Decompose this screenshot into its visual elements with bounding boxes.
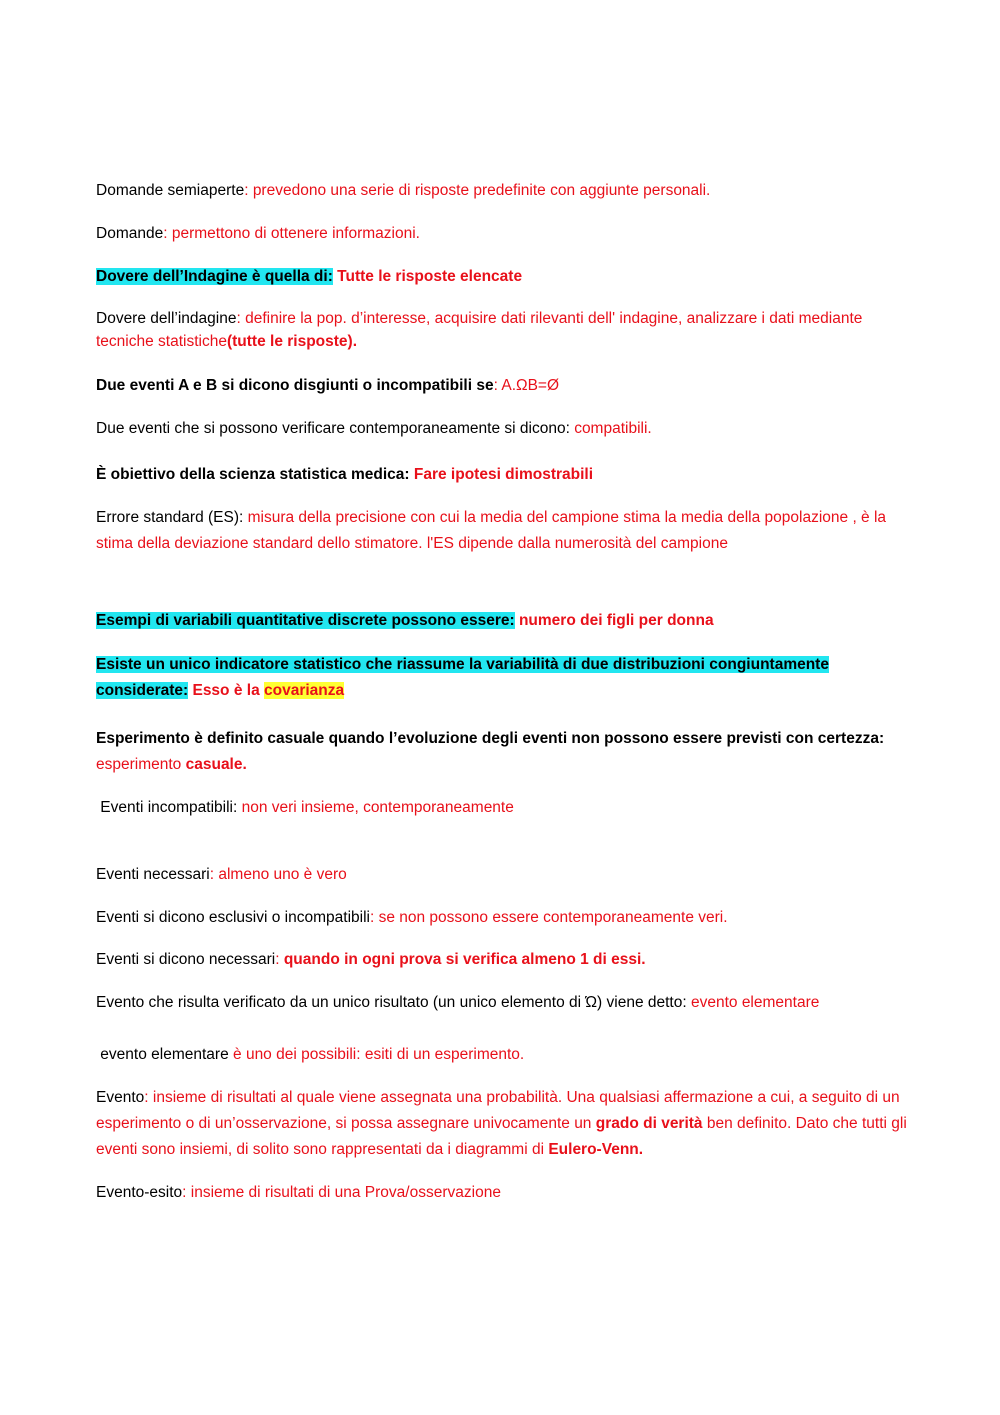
entry-dovere-indagine-quella bbox=[96, 264, 916, 290]
entry-obiettivo bbox=[96, 462, 916, 488]
answer: evento elementare bbox=[690, 994, 820, 1011]
entry-variabili-discrete bbox=[96, 608, 916, 634]
entry-esperimento-casuale bbox=[96, 726, 926, 778]
question: Due eventi che si possono verificare contemporaneamente si dicono: bbox=[96, 420, 575, 437]
answer: misura della precisione con cui la media del campione stima la media della popolazione , è la stima della deviazione standard dello stimatore. l'ES dipende dalla numerosità del campione bbox=[96, 509, 887, 552]
term: Eventi necessari bbox=[96, 866, 210, 883]
answer: ben definito. Dato che tutti gli eventi sono insiemi, di solito sono rappresentati da i diagrammi di bbox=[96, 1115, 907, 1158]
entry-eventi-si-dicono-necessari bbox=[96, 947, 916, 973]
answer: Fare ipotesi dimostrabili bbox=[413, 466, 594, 483]
entry-domande-semiaperte bbox=[96, 178, 916, 204]
question: È obiettivo della scienza statistica medica: bbox=[96, 466, 414, 483]
term: Eventi si dicono esclusivi o incompatibili bbox=[96, 909, 370, 926]
answer: non veri insieme, contemporaneamente bbox=[241, 799, 514, 816]
entry-eventi-esclusivi bbox=[96, 905, 916, 931]
answer: : A.ΩB=Ø bbox=[493, 377, 560, 394]
term: Dovere dell’indagine bbox=[96, 310, 237, 327]
question: Esperimento è definito casuale quando l’evoluzione degli eventi non possono essere previsti con certezza: bbox=[96, 730, 885, 747]
term: Eventi incompatibili: bbox=[96, 799, 242, 816]
entry-domande bbox=[96, 221, 916, 247]
answer: Esso è la bbox=[188, 682, 264, 699]
entry-evento-esito bbox=[96, 1180, 916, 1206]
answer: Tutte le risposte elencate bbox=[332, 268, 523, 285]
answer: : definire la pop. d’interesse, acquisire dati rilevanti dell' indagine, analizzare i dati mediante tecniche statistiche bbox=[96, 310, 863, 350]
highlighted-question: Dovere dell’Indagine è quella di: bbox=[96, 268, 333, 285]
answer-bold: Eulero-Venn. bbox=[548, 1141, 644, 1158]
answer: : almeno uno è vero bbox=[209, 866, 347, 883]
answer: è uno dei possibili: esiti di un esperimento. bbox=[233, 1046, 525, 1063]
entry-evento-elementare bbox=[96, 1042, 916, 1068]
question: Due eventi A e B si dicono disgiunti o incompatibili se bbox=[96, 377, 494, 394]
entry-errore-standard bbox=[96, 505, 916, 557]
answer-bold: quando in ogni prova si verifica almeno 1 di essi. bbox=[283, 951, 646, 968]
term: evento elementare bbox=[96, 1046, 234, 1063]
answer: esperimento bbox=[96, 756, 186, 773]
highlighted-question: Esempi di variabili quantitative discrete possono essere: bbox=[96, 612, 515, 629]
answer: : prevedono una serie di risposte predefinite con aggiunte personali. bbox=[244, 182, 711, 199]
entry-evento-elementare-definizione bbox=[96, 990, 926, 1016]
answer: numero dei figli per donna bbox=[514, 612, 714, 629]
entry-due-eventi-disgiunti bbox=[96, 373, 916, 399]
answer: : insieme di risultati al quale viene assegnata una probabilità. Una qualsiasi affermazione a cui, a seguito di un esperimento o di un’osservazione, si possa assegnare univocamente un bbox=[96, 1089, 900, 1132]
highlighted-answer: covarianza bbox=[264, 682, 345, 699]
question: Evento che risulta verificato da un unico risultato (un unico elemento di Ώ) viene detto: bbox=[96, 994, 691, 1011]
highlighted-question: Esiste un unico indicatore statistico che riassume la variabilità di due distribuzioni congiuntamente considerate: bbox=[96, 656, 829, 699]
term: Domande bbox=[96, 225, 164, 242]
term: Evento-esito bbox=[96, 1184, 183, 1201]
entry-dovere-indagine bbox=[96, 307, 916, 353]
answer: : bbox=[275, 951, 284, 968]
answer: compatibili. bbox=[574, 420, 652, 437]
entry-due-eventi-compatibili bbox=[96, 416, 916, 442]
entry-eventi-necessari bbox=[96, 862, 916, 888]
entry-eventi-incompatibili bbox=[96, 795, 916, 821]
answer: : insieme di risultati di una Prova/osservazione bbox=[182, 1184, 501, 1201]
term: Errore standard (ES): bbox=[96, 509, 248, 526]
answer-bold: casuale. bbox=[185, 756, 247, 773]
answer: : permettono di ottenere informazioni. bbox=[163, 225, 420, 242]
answer-bold: (tutte le risposte). bbox=[226, 333, 358, 350]
answer: : se non possono essere contemporaneamente veri. bbox=[369, 909, 728, 926]
entry-covarianza bbox=[96, 652, 916, 704]
entry-evento bbox=[96, 1085, 916, 1163]
answer-bold: grado di verità bbox=[595, 1115, 703, 1132]
term: Evento bbox=[96, 1089, 145, 1106]
term: Eventi si dicono necessari bbox=[96, 951, 276, 968]
term: Domande semiaperte bbox=[96, 182, 245, 199]
